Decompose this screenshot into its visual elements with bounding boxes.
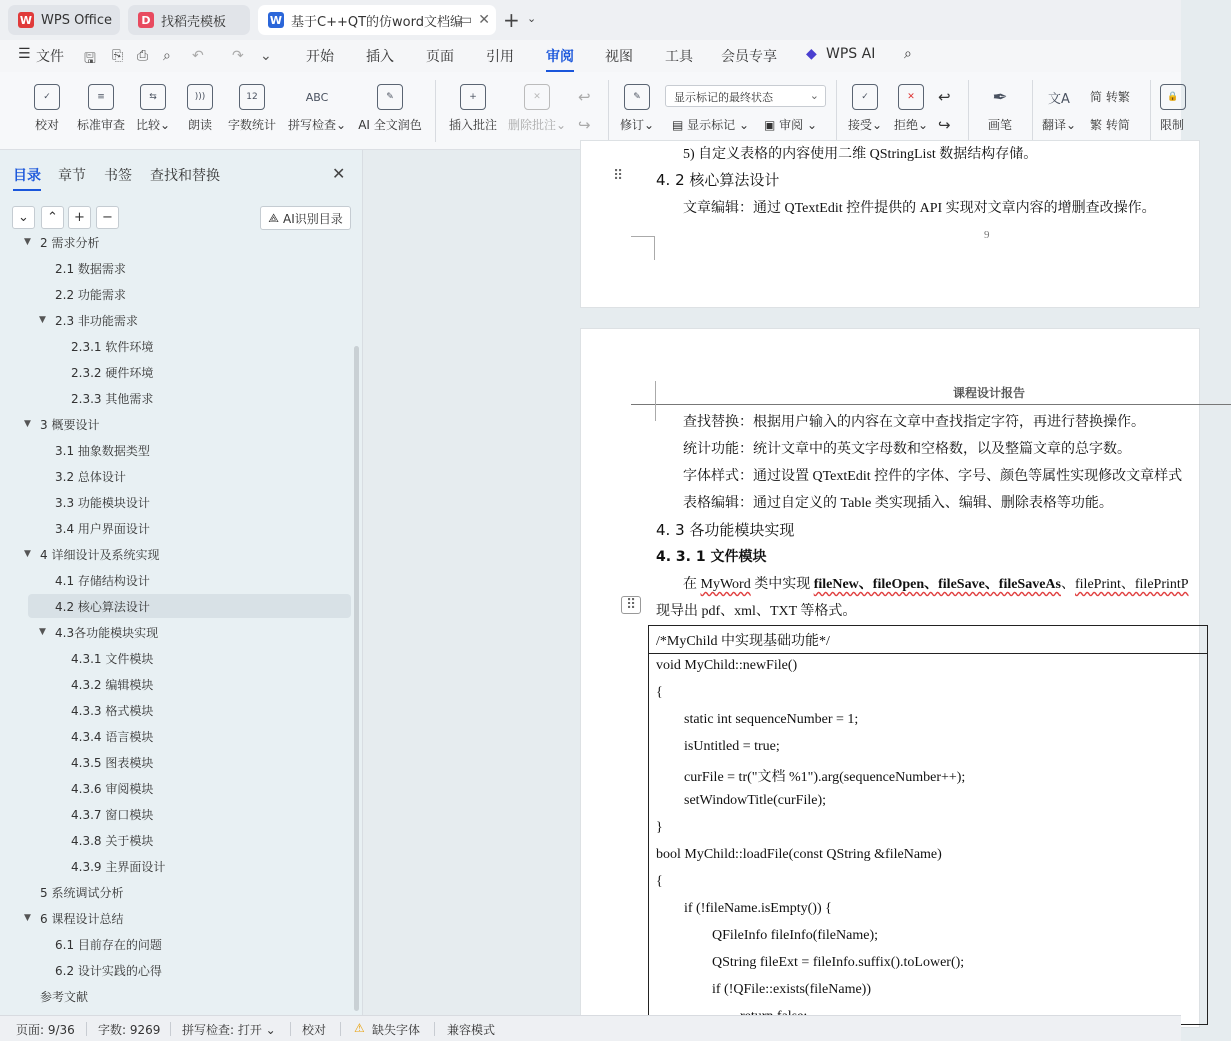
toc-item-label: 2.3 非功能需求 [55, 313, 138, 328]
accept-button[interactable]: ✓ 接受⌄ [848, 80, 882, 133]
toc-item-label: 5 系统调试分析 [40, 885, 124, 900]
toc-item[interactable] [28, 490, 351, 514]
expand-arrow-icon[interactable]: ▼ [24, 913, 31, 923]
toc-scrollbar[interactable] [354, 346, 359, 1011]
paragraph-edit[interactable]: 文章编辑：通过 QTextEdit 控件提供的 API 实现对文章内容的增删查改操作。 [683, 201, 1156, 216]
tab-document[interactable] [258, 5, 496, 35]
navigation-pane [0, 150, 363, 1015]
spell-check-icon: ABC [305, 90, 329, 104]
redo-icon[interactable]: ↷ [232, 48, 244, 64]
tab-toc[interactable]: 目录 [13, 165, 41, 185]
screen-icon[interactable]: ▭ [459, 12, 473, 28]
review-pane-button[interactable]: ▣ 审阅 ⌄ [764, 118, 818, 132]
toc-item[interactable] [28, 308, 351, 332]
code-line: if (!QFile::exists(fileName)) [712, 982, 872, 997]
expand-arrow-icon[interactable]: ▼ [39, 315, 46, 325]
code-line: setWindowTitle(curFile); [684, 793, 827, 808]
insert-comment-icon: + [460, 84, 486, 110]
paragraph-table[interactable]: 表格编辑：通过自定义的 Table 类实现插入、编辑、删除表格等功能。 [683, 496, 1113, 511]
translate-icon: 文A [1048, 91, 1070, 107]
margin-mark [655, 381, 656, 421]
toc-item-label: 6 课程设计总结 [40, 911, 124, 926]
tab-find-replace[interactable]: 查找和替换 [150, 168, 220, 184]
heading-4-3[interactable]: 4. 3 各功能模块实现 [656, 521, 795, 539]
toc-item-label: 4.3各功能模块实现 [55, 625, 159, 640]
word-doc-icon: W [269, 13, 283, 27]
status-divider [86, 1022, 87, 1036]
print-preview-icon[interactable]: ⌕ [163, 48, 171, 64]
warning-icon: ⚠ [354, 1021, 365, 1035]
paragraph-module[interactable]: 在 MyWord 类中实现 fileNew、fileOpen、fileSave、fileSaveAs、filePrint、filePrintP [683, 577, 1189, 592]
markup-state-select[interactable]: 显示标记的最终状态 ⌄ [665, 85, 826, 107]
compare-button[interactable]: ⇆ 比较⌄ [136, 80, 170, 133]
toc-item-label: 2.3.3 其他需求 [71, 391, 154, 406]
toc-item[interactable] [28, 854, 351, 878]
toc-item[interactable] [28, 880, 351, 904]
tab-wps-office[interactable] [8, 5, 120, 35]
ribbon-divider [836, 80, 837, 142]
toc-item-label: 4.3.8 关于模块 [71, 833, 154, 848]
toc-item[interactable] [28, 776, 351, 800]
to-simplified-button[interactable]: 繁 转简 [1090, 118, 1130, 132]
toc-item[interactable] [28, 958, 351, 982]
minus-icon: − [102, 210, 113, 225]
margin-mark [631, 236, 655, 260]
next-comment-icon[interactable]: ↪ [578, 116, 591, 134]
spell-check-button[interactable]: ABC 拼写检查⌄ [288, 80, 346, 133]
toc-item-label: 3.4 用户界面设计 [55, 521, 150, 536]
code-line: { [656, 874, 663, 889]
code-line: } [656, 820, 663, 835]
expand-up-button[interactable] [41, 206, 64, 229]
review-ribbon [0, 72, 1185, 150]
code-line: if (!fileName.isEmpty()) { [684, 901, 832, 916]
reject-icon: ✕ [898, 84, 924, 110]
track-changes-button[interactable]: ✎ 修订⌄ [620, 80, 654, 133]
toc-item[interactable] [28, 984, 351, 1008]
menu-file[interactable]: 文件 [36, 49, 64, 65]
toc-item[interactable] [24, 230, 351, 254]
remove-heading-button[interactable] [96, 206, 119, 229]
menu-reference[interactable]: 引用 [486, 49, 514, 65]
toc-item[interactable] [28, 594, 351, 618]
toc-item-label: 6.2 设计实践的心得 [55, 963, 162, 978]
paragraph-module-cont[interactable]: 现导出 pdf、xml、TXT 等格式。 [656, 604, 857, 619]
header-rule [631, 404, 1231, 405]
toc-item-label: 3.1 抽象数据类型 [55, 443, 150, 458]
toc-item[interactable] [28, 334, 351, 358]
tab-label: 找稻壳模板 [161, 14, 227, 30]
toc-item[interactable] [28, 256, 351, 280]
paragraph-find[interactable]: 查找替换：根据用户输入的内容在文章中查找指定字符，再进行替换操作。 [683, 415, 1145, 430]
collapse-all-button[interactable] [12, 206, 35, 229]
expand-arrow-icon[interactable]: ▼ [24, 237, 31, 247]
menu-member[interactable]: 会员专享 [721, 49, 777, 65]
insert-comment-button[interactable]: + 插入批注 [449, 80, 497, 133]
expand-arrow-icon[interactable]: ▼ [24, 549, 31, 559]
translate-button[interactable]: 文A 翻译⌄ [1042, 80, 1076, 133]
to-traditional-button[interactable]: 简 转繁 [1090, 90, 1130, 104]
toc-item[interactable] [28, 568, 351, 592]
ai-toc-icon: ⟁ [268, 210, 279, 225]
toc-item-label: 2.3.1 软件环境 [71, 339, 154, 354]
toc-item-label: 4.2 核心算法设计 [55, 599, 150, 614]
paragraph-font[interactable]: 字体样式：通过设置 QTextEdit 控件的字体、字号、颜色等属性实现修改文章样式 [683, 469, 1183, 484]
track-changes-icon: ✎ [624, 84, 650, 110]
status-divider [434, 1022, 435, 1036]
review-pane-icon: ▣ [764, 118, 776, 132]
toc-item-label: 2.2 功能需求 [55, 287, 126, 302]
menu-start[interactable]: 开始 [306, 49, 334, 65]
toc-item-label: 2 需求分析 [40, 235, 100, 250]
tab-chapters[interactable]: 章节 [58, 168, 86, 184]
toc-item-label: 4.3.7 窗口模块 [71, 807, 154, 822]
toc-item-label: 4.3.1 文件模块 [71, 651, 154, 666]
ai-polish-button[interactable]: ✎ AI 全文润色 [358, 80, 422, 133]
heading-4-2[interactable]: 4. 2 核心算法设计 [656, 171, 780, 189]
delete-comment-button[interactable]: ✕ 删除批注⌄ [508, 80, 566, 133]
toc-list [0, 235, 352, 1010]
tab-label: WPS Office [41, 12, 113, 28]
compare-icon: ⇆ [140, 84, 166, 110]
read-aloud-icon: ))) [187, 84, 213, 110]
page-number: 9 [984, 229, 990, 241]
expand-arrow-icon[interactable]: ▼ [24, 419, 31, 429]
show-markup-button[interactable]: ▤ 显示标记 ⌄ [672, 118, 750, 132]
pen-button[interactable]: ✒ 画笔 [986, 80, 1014, 133]
toc-item[interactable] [28, 828, 351, 852]
toc-item[interactable] [28, 360, 351, 384]
new-tab-icon[interactable]: + [503, 8, 520, 32]
menu-bar [0, 40, 1181, 72]
drag-handle-icon[interactable]: ⠿ [613, 168, 624, 184]
toc-item-label: 3.2 总体设计 [55, 469, 126, 484]
toc-item[interactable] [28, 620, 351, 644]
toc-item[interactable] [28, 698, 351, 722]
toc-item-label: 2.1 数据需求 [55, 261, 126, 276]
toc-item[interactable] [28, 932, 351, 956]
toc-item-label: 4.3.4 语言模块 [71, 729, 154, 744]
toc-item-label: 4.3.6 审阅模块 [71, 781, 154, 796]
menu-wps-ai[interactable]: WPS AI [826, 46, 876, 62]
delete-comment-icon: ✕ [524, 84, 550, 110]
add-heading-button[interactable] [68, 206, 91, 229]
document-area [363, 147, 1189, 1015]
code-line: QFileInfo fileInfo(fileName); [712, 928, 878, 943]
toc-item[interactable] [28, 438, 351, 462]
toc-item-label: 4.3.5 图表模块 [71, 755, 154, 770]
toc-item-label: 3.3 功能模块设计 [55, 495, 150, 510]
menu-view[interactable]: 视图 [605, 49, 633, 65]
toc-item[interactable] [28, 672, 351, 696]
page-10 [580, 328, 1200, 1028]
toc-item[interactable] [28, 724, 351, 748]
toc-item-label: 2.3.2 硬件环境 [71, 365, 154, 380]
expand-arrow-icon[interactable]: ▼ [39, 627, 46, 637]
spell-check-indicator[interactable]: 拼写检查: 打开 ⌄ [182, 1023, 276, 1037]
code-line: isUntitled = true; [684, 739, 780, 754]
menu-review[interactable]: 审阅 [546, 46, 574, 66]
ribbon-divider [608, 80, 609, 142]
menu-insert[interactable]: 插入 [366, 49, 394, 65]
wps-logo-icon: W [19, 13, 33, 27]
chevron-down-icon: ⌄ [809, 89, 819, 102]
toc-item[interactable] [24, 412, 351, 436]
toc-item-label: 4.3.9 主界面设计 [71, 859, 166, 874]
word-count-button[interactable]: 12 字数统计 [228, 80, 276, 133]
code-line: void MyChild::newFile() [656, 658, 798, 673]
tab-list-chevron-icon[interactable]: ⌄ [527, 12, 537, 25]
code-line: QString fileExt = fileInfo.suffix().toLower(); [712, 955, 965, 970]
standard-review-button[interactable]: ≡ 标准审查 [76, 80, 126, 133]
prev-change-icon[interactable]: ↩ [938, 88, 951, 106]
word-count-icon: 12 [239, 84, 265, 110]
ai-polish-icon: ✎ [377, 84, 403, 110]
toc-item[interactable] [28, 282, 351, 306]
chevron-up-icon: ⌃ [47, 210, 58, 225]
ribbon-divider [968, 80, 969, 142]
proof-indicator[interactable]: 校对 [302, 1023, 327, 1037]
tab-bookmarks[interactable]: 书签 [104, 168, 132, 184]
tab-label: 基于C++QT的仿word文档编 [291, 14, 463, 30]
toc-item-label: 参考文献 [40, 989, 89, 1004]
wps-ai-logo-icon: ◆ [806, 46, 817, 62]
reject-button[interactable]: ✕ 拒绝⌄ [894, 80, 928, 133]
code-title: /*MyChild 中实现基础功能*/ [656, 634, 830, 649]
hamburger-icon[interactable]: ☰ [18, 46, 31, 62]
status-divider [290, 1022, 291, 1036]
page-indicator[interactable]: 页面: 9/36 [16, 1023, 75, 1037]
toc-item[interactable] [24, 542, 351, 566]
word-count-indicator[interactable]: 字数: 9269 [98, 1023, 161, 1037]
standard-review-icon: ≡ [88, 84, 114, 110]
page-9 [580, 140, 1200, 308]
close-icon[interactable]: ✕ [332, 164, 346, 183]
more-chevron-icon[interactable]: ⌄ [260, 48, 272, 64]
menu-page[interactable]: 页面 [426, 49, 454, 65]
tab-bar [0, 0, 1181, 40]
toc-item[interactable] [28, 386, 351, 410]
search-icon[interactable]: ⌕ [904, 46, 912, 62]
list-item-cut: 5) 自定义表格的内容使用二维 QStringList 数据结构存储。 [683, 147, 1038, 162]
code-line: static int sequenceNumber = 1; [684, 712, 859, 727]
proofread-button[interactable]: ✓ 校对 [34, 80, 60, 133]
toc-item[interactable] [28, 464, 351, 488]
toc-item[interactable] [28, 646, 351, 670]
prev-comment-icon[interactable]: ↩ [578, 88, 591, 106]
ai-toc-button[interactable]: ⟁ AI识别目录 [260, 206, 351, 230]
toc-item-label: 3 概要设计 [40, 417, 100, 432]
code-line: { [656, 685, 663, 700]
next-change-icon[interactable]: ↪ [938, 116, 951, 134]
page-header: 课程设计报告 [953, 386, 1026, 400]
tab-docer[interactable] [128, 5, 250, 35]
toc-item[interactable] [28, 750, 351, 774]
ribbon-divider [435, 80, 436, 142]
code-table[interactable] [648, 625, 1208, 1025]
restrict-icon: 🔒 [1160, 84, 1186, 110]
chevron-down-icon: ⌄ [18, 210, 29, 225]
toc-item[interactable] [28, 802, 351, 826]
plus-icon: + [74, 210, 85, 225]
undo-icon[interactable]: ↶ [192, 48, 204, 64]
pen-icon: ✒ [992, 86, 1008, 108]
code-line: curFile = tr("文档 %1").arg(sequenceNumber++); [684, 770, 966, 785]
save-icon[interactable]: 🖫 [84, 51, 96, 67]
code-line: bool MyChild::loadFile(const QString &fileName) [656, 847, 942, 862]
toc-item-label: 4.1 存储结构设计 [55, 573, 150, 588]
restrict-button[interactable]: 🔒 限制 [1160, 80, 1190, 133]
proofread-icon: ✓ [34, 84, 60, 110]
ribbon-divider [1032, 80, 1033, 142]
toc-item[interactable] [24, 906, 351, 930]
share-icon[interactable]: ⎘ [112, 48, 124, 64]
missing-font-indicator[interactable]: 缺失字体 [372, 1023, 421, 1037]
compat-mode-indicator: 兼容模式 [447, 1023, 496, 1037]
drag-handle-icon[interactable]: ⠿ [621, 596, 641, 614]
heading-4-3-1[interactable]: 4. 3. 1 文件模块 [656, 549, 767, 565]
paragraph-stats[interactable]: 统计功能：统计文章中的英文字母数和空格数，以及整篇文章的总字数。 [683, 442, 1131, 457]
status-divider [170, 1022, 171, 1036]
status-divider [340, 1022, 341, 1036]
accept-icon: ✓ [852, 84, 878, 110]
print-icon[interactable]: ⎙ [137, 48, 149, 64]
toc-item[interactable] [28, 516, 351, 540]
read-aloud-button[interactable]: ))) 朗读 [186, 80, 214, 133]
ribbon-divider [1150, 80, 1151, 142]
close-tab-icon[interactable]: ✕ [478, 12, 490, 28]
toc-item-label: 4.3.2 编辑模块 [71, 677, 154, 692]
toc-item-label: 6.1 目前存在的问题 [55, 937, 162, 952]
show-markup-icon: ▤ [672, 118, 684, 132]
toc-item-label: 4 详细设计及系统实现 [40, 547, 160, 562]
menu-tools[interactable]: 工具 [665, 49, 693, 65]
toc-item-label: 4.3.3 格式模块 [71, 703, 154, 718]
docer-icon: D [138, 12, 154, 28]
status-bar [0, 1015, 1181, 1041]
